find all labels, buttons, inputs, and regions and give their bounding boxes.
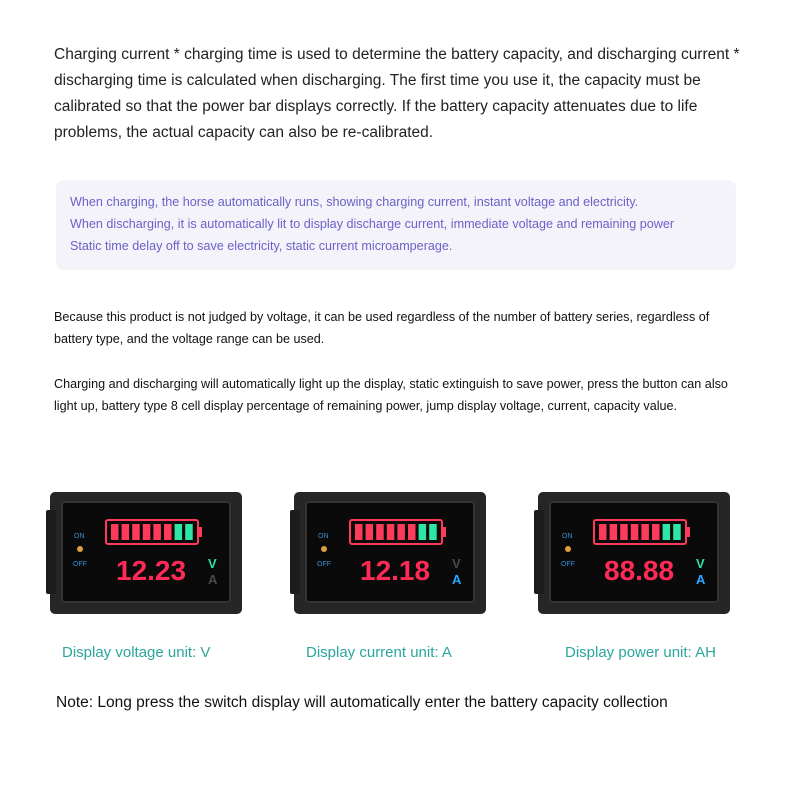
- battery-tip: [198, 527, 202, 537]
- off-label: OFF: [561, 561, 575, 568]
- device-screen: [306, 502, 474, 602]
- display-behavior-paragraph: Charging and discharging will automatically light up the display, static extinguish to save power, press the button can also light up, battery type 8 cell display percentage of remaining power, jump display voltage, current, capacity value.: [54, 377, 728, 413]
- battery-cell: [132, 524, 140, 540]
- indicator-led: [321, 546, 327, 552]
- battery-cell: [143, 524, 151, 540]
- intro-paragraph: Charging current * charging time is used to determine the battery capacity, and discharging current * discharging time is calculated when discharging. The first time you use it, the capacity must be calibrated so that the power bar displays correctly. If the battery capacity attenuates due to life problems, the actual capacity can also be re-calibrated.: [54, 46, 740, 141]
- off-label: OFF: [73, 561, 87, 568]
- battery-cell: [408, 524, 416, 540]
- battery-cell: [366, 524, 374, 540]
- battery-cell: [610, 524, 618, 540]
- battery-cell: [387, 524, 395, 540]
- battery-cell: [419, 524, 427, 540]
- battery-cell: [397, 524, 405, 540]
- indicator-led: [77, 546, 83, 552]
- battery-cell: [429, 524, 437, 540]
- battery-cell: [663, 524, 671, 540]
- digit-readout: 12.23: [116, 555, 187, 586]
- battery-cell: [652, 524, 660, 540]
- battery-cell: [631, 524, 639, 540]
- note-text: Note: Long press the switch display will automatically enter the battery capacity collection: [56, 694, 668, 711]
- battery-cell: [185, 524, 193, 540]
- battery-cell: [641, 524, 649, 540]
- callout-line-static: Static time delay off to save electricity, static current microamperage.: [70, 239, 453, 253]
- off-label: OFF: [317, 561, 331, 568]
- battery-cell: [355, 524, 363, 540]
- on-label: ON: [318, 533, 329, 540]
- unit-a: A: [208, 572, 218, 587]
- caption-current: Display current unit: A: [306, 644, 452, 661]
- callout-line-discharging: When discharging, it is automatically lit to display discharge current, immediate voltage and remaining power: [70, 217, 675, 231]
- battery-cell: [599, 524, 607, 540]
- battery-cell: [122, 524, 130, 540]
- battery-tip: [686, 527, 690, 537]
- device-image-voltage: [46, 486, 246, 618]
- on-label: ON: [74, 533, 85, 540]
- device-image-current: [290, 486, 490, 618]
- device-image-power: [534, 486, 734, 618]
- battery-cell: [111, 524, 119, 540]
- battery-tip: [442, 527, 446, 537]
- device-screen: [550, 502, 718, 602]
- indicator-led: [565, 546, 571, 552]
- unit-v: V: [452, 556, 461, 571]
- device-side-clip: [290, 510, 300, 594]
- unit-v: V: [696, 556, 705, 571]
- callout-line-charging: When charging, the horse automatically runs, showing charging current, instant voltage and electricity.: [70, 195, 639, 209]
- caption-voltage: Display voltage unit: V: [62, 644, 211, 661]
- battery-cell: [175, 524, 183, 540]
- battery-cell: [376, 524, 384, 540]
- digit-readout: 88.88: [604, 555, 675, 586]
- battery-cell: [673, 524, 681, 540]
- battery-cell: [164, 524, 172, 540]
- device-screen: [62, 502, 230, 602]
- caption-power: Display power unit: AH: [565, 644, 716, 661]
- device-side-clip: [534, 510, 544, 594]
- unit-a: A: [452, 572, 462, 587]
- feature-callout: [56, 180, 736, 270]
- on-label: ON: [562, 533, 573, 540]
- unit-v: V: [208, 556, 217, 571]
- battery-cell: [153, 524, 161, 540]
- battery-cell: [620, 524, 628, 540]
- unit-a: A: [696, 572, 706, 587]
- compatibility-paragraph: Because this product is not judged by voltage, it can be used regardless of the number of battery series, regardless of battery type, and the voltage range can be used.: [54, 310, 710, 346]
- digit-readout: 12.18: [360, 555, 431, 586]
- device-side-clip: [46, 510, 56, 594]
